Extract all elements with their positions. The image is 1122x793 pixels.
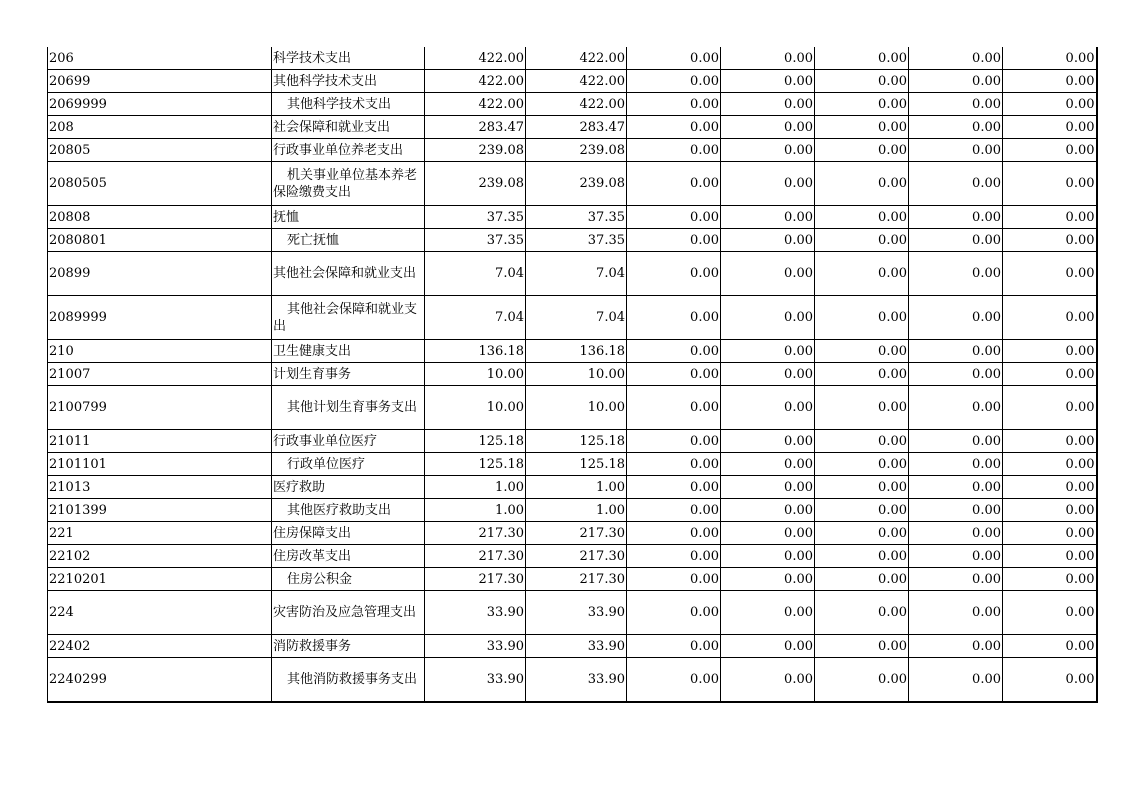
subject-code-cell: 2089999 bbox=[48, 296, 272, 340]
amount-cell: 0.00 bbox=[909, 499, 1003, 522]
amount-cell: 422.00 bbox=[526, 93, 627, 116]
amount-cell: 0.00 bbox=[909, 47, 1003, 70]
amount-cell: 0.00 bbox=[909, 206, 1003, 229]
table-row bbox=[48, 139, 1097, 162]
amount-cell: 1.00 bbox=[526, 499, 627, 522]
amount-cell: 0.00 bbox=[815, 545, 909, 568]
amount-cell: 0.00 bbox=[1003, 658, 1097, 703]
subject-name-cell: 住房保障支出 bbox=[272, 522, 425, 545]
amount-cell: 136.18 bbox=[526, 340, 627, 363]
amount-cell: 217.30 bbox=[526, 522, 627, 545]
amount-cell: 422.00 bbox=[425, 93, 526, 116]
table-row bbox=[48, 296, 1097, 340]
amount-cell: 0.00 bbox=[1003, 116, 1097, 139]
amount-cell: 0.00 bbox=[815, 499, 909, 522]
amount-cell: 0.00 bbox=[721, 116, 815, 139]
subject-code-cell: 22402 bbox=[48, 635, 272, 658]
amount-cell: 0.00 bbox=[815, 591, 909, 635]
amount-cell: 0.00 bbox=[815, 430, 909, 453]
amount-cell: 7.04 bbox=[526, 296, 627, 340]
subject-code-cell: 21007 bbox=[48, 363, 272, 386]
amount-cell: 0.00 bbox=[721, 545, 815, 568]
amount-cell: 33.90 bbox=[425, 658, 526, 703]
amount-cell: 10.00 bbox=[526, 386, 627, 430]
amount-cell: 0.00 bbox=[721, 363, 815, 386]
amount-cell: 0.00 bbox=[909, 296, 1003, 340]
subject-code-cell: 22102 bbox=[48, 545, 272, 568]
table-row bbox=[48, 545, 1097, 568]
amount-cell: 0.00 bbox=[1003, 252, 1097, 296]
subject-name-cell: 行政单位医疗 bbox=[272, 453, 425, 476]
table-row bbox=[48, 93, 1097, 116]
amount-cell: 1.00 bbox=[526, 476, 627, 499]
amount-cell: 422.00 bbox=[526, 47, 627, 70]
amount-cell: 0.00 bbox=[627, 386, 721, 430]
amount-cell: 0.00 bbox=[909, 139, 1003, 162]
amount-cell: 7.04 bbox=[526, 252, 627, 296]
amount-cell: 0.00 bbox=[627, 499, 721, 522]
amount-cell: 0.00 bbox=[909, 430, 1003, 453]
subject-name-cell: 住房改革支出 bbox=[272, 545, 425, 568]
amount-cell: 0.00 bbox=[815, 453, 909, 476]
amount-cell: 10.00 bbox=[425, 363, 526, 386]
amount-cell: 0.00 bbox=[1003, 93, 1097, 116]
subject-code-cell: 2080801 bbox=[48, 229, 272, 252]
amount-cell: 0.00 bbox=[909, 476, 1003, 499]
subject-name-cell: 抚恤 bbox=[272, 206, 425, 229]
table-row bbox=[48, 206, 1097, 229]
amount-cell: 0.00 bbox=[909, 522, 1003, 545]
amount-cell: 239.08 bbox=[425, 162, 526, 206]
amount-cell: 217.30 bbox=[425, 545, 526, 568]
amount-cell: 37.35 bbox=[425, 229, 526, 252]
amount-cell: 37.35 bbox=[425, 206, 526, 229]
subject-name-cell: 医疗救助 bbox=[272, 476, 425, 499]
table-row bbox=[48, 116, 1097, 139]
subject-name-cell: 其他科学技术支出 bbox=[272, 93, 425, 116]
subject-code-cell: 20699 bbox=[48, 70, 272, 93]
amount-cell: 283.47 bbox=[526, 116, 627, 139]
amount-cell: 0.00 bbox=[1003, 47, 1097, 70]
amount-cell: 0.00 bbox=[627, 340, 721, 363]
subject-code-cell: 2080505 bbox=[48, 162, 272, 206]
subject-name-cell: 行政事业单位医疗 bbox=[272, 430, 425, 453]
subject-name-cell: 计划生育事务 bbox=[272, 363, 425, 386]
amount-cell: 0.00 bbox=[1003, 591, 1097, 635]
amount-cell: 37.35 bbox=[526, 229, 627, 252]
subject-name-cell: 其他社会保障和就业支出 bbox=[272, 296, 425, 340]
amount-cell: 1.00 bbox=[425, 476, 526, 499]
amount-cell: 0.00 bbox=[627, 658, 721, 703]
subject-name-cell: 其他消防救援事务支出 bbox=[272, 658, 425, 703]
amount-cell: 0.00 bbox=[627, 116, 721, 139]
amount-cell: 239.08 bbox=[526, 139, 627, 162]
subject-code-cell: 210 bbox=[48, 340, 272, 363]
amount-cell: 0.00 bbox=[721, 162, 815, 206]
amount-cell: 0.00 bbox=[627, 162, 721, 206]
amount-cell: 0.00 bbox=[721, 229, 815, 252]
subject-code-cell: 21013 bbox=[48, 476, 272, 499]
amount-cell: 422.00 bbox=[526, 70, 627, 93]
table-row bbox=[48, 363, 1097, 386]
amount-cell: 0.00 bbox=[815, 139, 909, 162]
amount-cell: 217.30 bbox=[526, 545, 627, 568]
amount-cell: 0.00 bbox=[721, 635, 815, 658]
amount-cell: 0.00 bbox=[721, 386, 815, 430]
amount-cell: 0.00 bbox=[909, 658, 1003, 703]
amount-cell: 283.47 bbox=[425, 116, 526, 139]
amount-cell: 0.00 bbox=[909, 545, 1003, 568]
table-row bbox=[48, 591, 1097, 635]
amount-cell: 10.00 bbox=[425, 386, 526, 430]
amount-cell: 0.00 bbox=[815, 635, 909, 658]
amount-cell: 0.00 bbox=[909, 340, 1003, 363]
amount-cell: 0.00 bbox=[627, 47, 721, 70]
amount-cell: 0.00 bbox=[1003, 499, 1097, 522]
subject-code-cell: 21011 bbox=[48, 430, 272, 453]
subject-code-cell: 2210201 bbox=[48, 568, 272, 591]
amount-cell: 0.00 bbox=[1003, 229, 1097, 252]
amount-cell: 0.00 bbox=[1003, 363, 1097, 386]
amount-cell: 0.00 bbox=[627, 139, 721, 162]
amount-cell: 0.00 bbox=[721, 139, 815, 162]
amount-cell: 0.00 bbox=[815, 93, 909, 116]
amount-cell: 33.90 bbox=[526, 635, 627, 658]
subject-code-cell: 206 bbox=[48, 47, 272, 70]
amount-cell: 0.00 bbox=[1003, 568, 1097, 591]
table-row bbox=[48, 386, 1097, 430]
subject-name-cell: 其他计划生育事务支出 bbox=[272, 386, 425, 430]
amount-cell: 0.00 bbox=[815, 296, 909, 340]
amount-cell: 7.04 bbox=[425, 296, 526, 340]
amount-cell: 0.00 bbox=[1003, 70, 1097, 93]
subject-name-cell: 社会保障和就业支出 bbox=[272, 116, 425, 139]
amount-cell: 0.00 bbox=[627, 229, 721, 252]
table-row bbox=[48, 476, 1097, 499]
amount-cell: 0.00 bbox=[815, 162, 909, 206]
amount-cell: 0.00 bbox=[721, 70, 815, 93]
amount-cell: 0.00 bbox=[815, 658, 909, 703]
amount-cell: 0.00 bbox=[815, 363, 909, 386]
subject-code-cell: 2101101 bbox=[48, 453, 272, 476]
subject-name-cell: 死亡抚恤 bbox=[272, 229, 425, 252]
table-row bbox=[48, 229, 1097, 252]
subject-code-cell: 2100799 bbox=[48, 386, 272, 430]
subject-name-cell: 其他社会保障和就业支出 bbox=[272, 252, 425, 296]
amount-cell: 0.00 bbox=[627, 252, 721, 296]
amount-cell: 0.00 bbox=[909, 363, 1003, 386]
amount-cell: 0.00 bbox=[815, 70, 909, 93]
subject-code-cell: 2240299 bbox=[48, 658, 272, 703]
subject-code-cell: 20899 bbox=[48, 252, 272, 296]
amount-cell: 0.00 bbox=[721, 430, 815, 453]
amount-cell: 0.00 bbox=[627, 545, 721, 568]
amount-cell: 0.00 bbox=[1003, 139, 1097, 162]
subject-name-cell: 机关事业单位基本养老保险缴费支出 bbox=[272, 162, 425, 206]
amount-cell: 0.00 bbox=[1003, 545, 1097, 568]
table-row bbox=[48, 522, 1097, 545]
amount-cell: 217.30 bbox=[425, 568, 526, 591]
amount-cell: 0.00 bbox=[909, 162, 1003, 206]
amount-cell: 0.00 bbox=[909, 116, 1003, 139]
amount-cell: 0.00 bbox=[721, 476, 815, 499]
amount-cell: 422.00 bbox=[425, 47, 526, 70]
amount-cell: 0.00 bbox=[721, 206, 815, 229]
amount-cell: 0.00 bbox=[1003, 340, 1097, 363]
amount-cell: 125.18 bbox=[526, 453, 627, 476]
amount-cell: 0.00 bbox=[909, 591, 1003, 635]
amount-cell: 0.00 bbox=[627, 296, 721, 340]
subject-name-cell: 科学技术支出 bbox=[272, 47, 425, 70]
amount-cell: 0.00 bbox=[815, 229, 909, 252]
table-body bbox=[48, 47, 1097, 702]
amount-cell: 0.00 bbox=[627, 522, 721, 545]
amount-cell: 0.00 bbox=[909, 568, 1003, 591]
amount-cell: 125.18 bbox=[425, 453, 526, 476]
amount-cell: 1.00 bbox=[425, 499, 526, 522]
amount-cell: 0.00 bbox=[721, 47, 815, 70]
amount-cell: 0.00 bbox=[1003, 206, 1097, 229]
amount-cell: 0.00 bbox=[815, 116, 909, 139]
amount-cell: 136.18 bbox=[425, 340, 526, 363]
amount-cell: 0.00 bbox=[721, 591, 815, 635]
amount-cell: 0.00 bbox=[627, 568, 721, 591]
amount-cell: 33.90 bbox=[425, 591, 526, 635]
table-row bbox=[48, 568, 1097, 591]
amount-cell: 0.00 bbox=[1003, 476, 1097, 499]
amount-cell: 0.00 bbox=[815, 476, 909, 499]
amount-cell: 0.00 bbox=[909, 229, 1003, 252]
table-row bbox=[48, 47, 1097, 70]
amount-cell: 0.00 bbox=[815, 568, 909, 591]
subject-name-cell: 其他医疗救助支出 bbox=[272, 499, 425, 522]
amount-cell: 0.00 bbox=[721, 296, 815, 340]
amount-cell: 0.00 bbox=[721, 568, 815, 591]
amount-cell: 0.00 bbox=[627, 476, 721, 499]
amount-cell: 125.18 bbox=[526, 430, 627, 453]
amount-cell: 0.00 bbox=[1003, 430, 1097, 453]
subject-name-cell: 消防救援事务 bbox=[272, 635, 425, 658]
subject-name-cell: 卫生健康支出 bbox=[272, 340, 425, 363]
amount-cell: 0.00 bbox=[815, 386, 909, 430]
subject-code-cell: 20808 bbox=[48, 206, 272, 229]
table-row bbox=[48, 635, 1097, 658]
amount-cell: 0.00 bbox=[627, 591, 721, 635]
table-row bbox=[48, 658, 1097, 703]
table-row bbox=[48, 453, 1097, 476]
amount-cell: 0.00 bbox=[909, 635, 1003, 658]
amount-cell: 0.00 bbox=[627, 363, 721, 386]
amount-cell: 0.00 bbox=[627, 70, 721, 93]
amount-cell: 7.04 bbox=[425, 252, 526, 296]
amount-cell: 217.30 bbox=[526, 568, 627, 591]
amount-cell: 0.00 bbox=[627, 453, 721, 476]
subject-name-cell: 灾害防治及应急管理支出 bbox=[272, 591, 425, 635]
amount-cell: 0.00 bbox=[1003, 522, 1097, 545]
amount-cell: 10.00 bbox=[526, 363, 627, 386]
amount-cell: 0.00 bbox=[909, 70, 1003, 93]
table-row bbox=[48, 340, 1097, 363]
amount-cell: 0.00 bbox=[721, 252, 815, 296]
amount-cell: 125.18 bbox=[425, 430, 526, 453]
amount-cell: 0.00 bbox=[1003, 635, 1097, 658]
expenditure-table bbox=[47, 47, 1098, 703]
amount-cell: 33.90 bbox=[425, 635, 526, 658]
amount-cell: 0.00 bbox=[815, 252, 909, 296]
amount-cell: 217.30 bbox=[425, 522, 526, 545]
amount-cell: 239.08 bbox=[526, 162, 627, 206]
amount-cell: 33.90 bbox=[526, 658, 627, 703]
subject-name-cell: 其他科学技术支出 bbox=[272, 70, 425, 93]
amount-cell: 0.00 bbox=[721, 658, 815, 703]
amount-cell: 422.00 bbox=[425, 70, 526, 93]
amount-cell: 0.00 bbox=[721, 453, 815, 476]
subject-code-cell: 2101399 bbox=[48, 499, 272, 522]
subject-name-cell: 行政事业单位养老支出 bbox=[272, 139, 425, 162]
table-row bbox=[48, 70, 1097, 93]
amount-cell: 0.00 bbox=[909, 386, 1003, 430]
amount-cell: 33.90 bbox=[526, 591, 627, 635]
amount-cell: 0.00 bbox=[721, 340, 815, 363]
amount-cell: 0.00 bbox=[909, 93, 1003, 116]
subject-name-cell: 住房公积金 bbox=[272, 568, 425, 591]
amount-cell: 239.08 bbox=[425, 139, 526, 162]
subject-code-cell: 208 bbox=[48, 116, 272, 139]
amount-cell: 0.00 bbox=[815, 206, 909, 229]
table-row bbox=[48, 162, 1097, 206]
amount-cell: 0.00 bbox=[627, 430, 721, 453]
amount-cell: 37.35 bbox=[526, 206, 627, 229]
amount-cell: 0.00 bbox=[627, 93, 721, 116]
subject-code-cell: 221 bbox=[48, 522, 272, 545]
subject-code-cell: 2069999 bbox=[48, 93, 272, 116]
amount-cell: 0.00 bbox=[1003, 453, 1097, 476]
amount-cell: 0.00 bbox=[721, 93, 815, 116]
amount-cell: 0.00 bbox=[721, 499, 815, 522]
amount-cell: 0.00 bbox=[1003, 162, 1097, 206]
amount-cell: 0.00 bbox=[815, 522, 909, 545]
amount-cell: 0.00 bbox=[627, 206, 721, 229]
amount-cell: 0.00 bbox=[815, 47, 909, 70]
table-row bbox=[48, 430, 1097, 453]
amount-cell: 0.00 bbox=[1003, 386, 1097, 430]
amount-cell: 0.00 bbox=[815, 340, 909, 363]
amount-cell: 0.00 bbox=[627, 635, 721, 658]
amount-cell: 0.00 bbox=[721, 522, 815, 545]
table-row bbox=[48, 499, 1097, 522]
subject-code-cell: 224 bbox=[48, 591, 272, 635]
subject-code-cell: 20805 bbox=[48, 139, 272, 162]
table-row bbox=[48, 252, 1097, 296]
amount-cell: 0.00 bbox=[1003, 296, 1097, 340]
amount-cell: 0.00 bbox=[909, 252, 1003, 296]
amount-cell: 0.00 bbox=[909, 453, 1003, 476]
